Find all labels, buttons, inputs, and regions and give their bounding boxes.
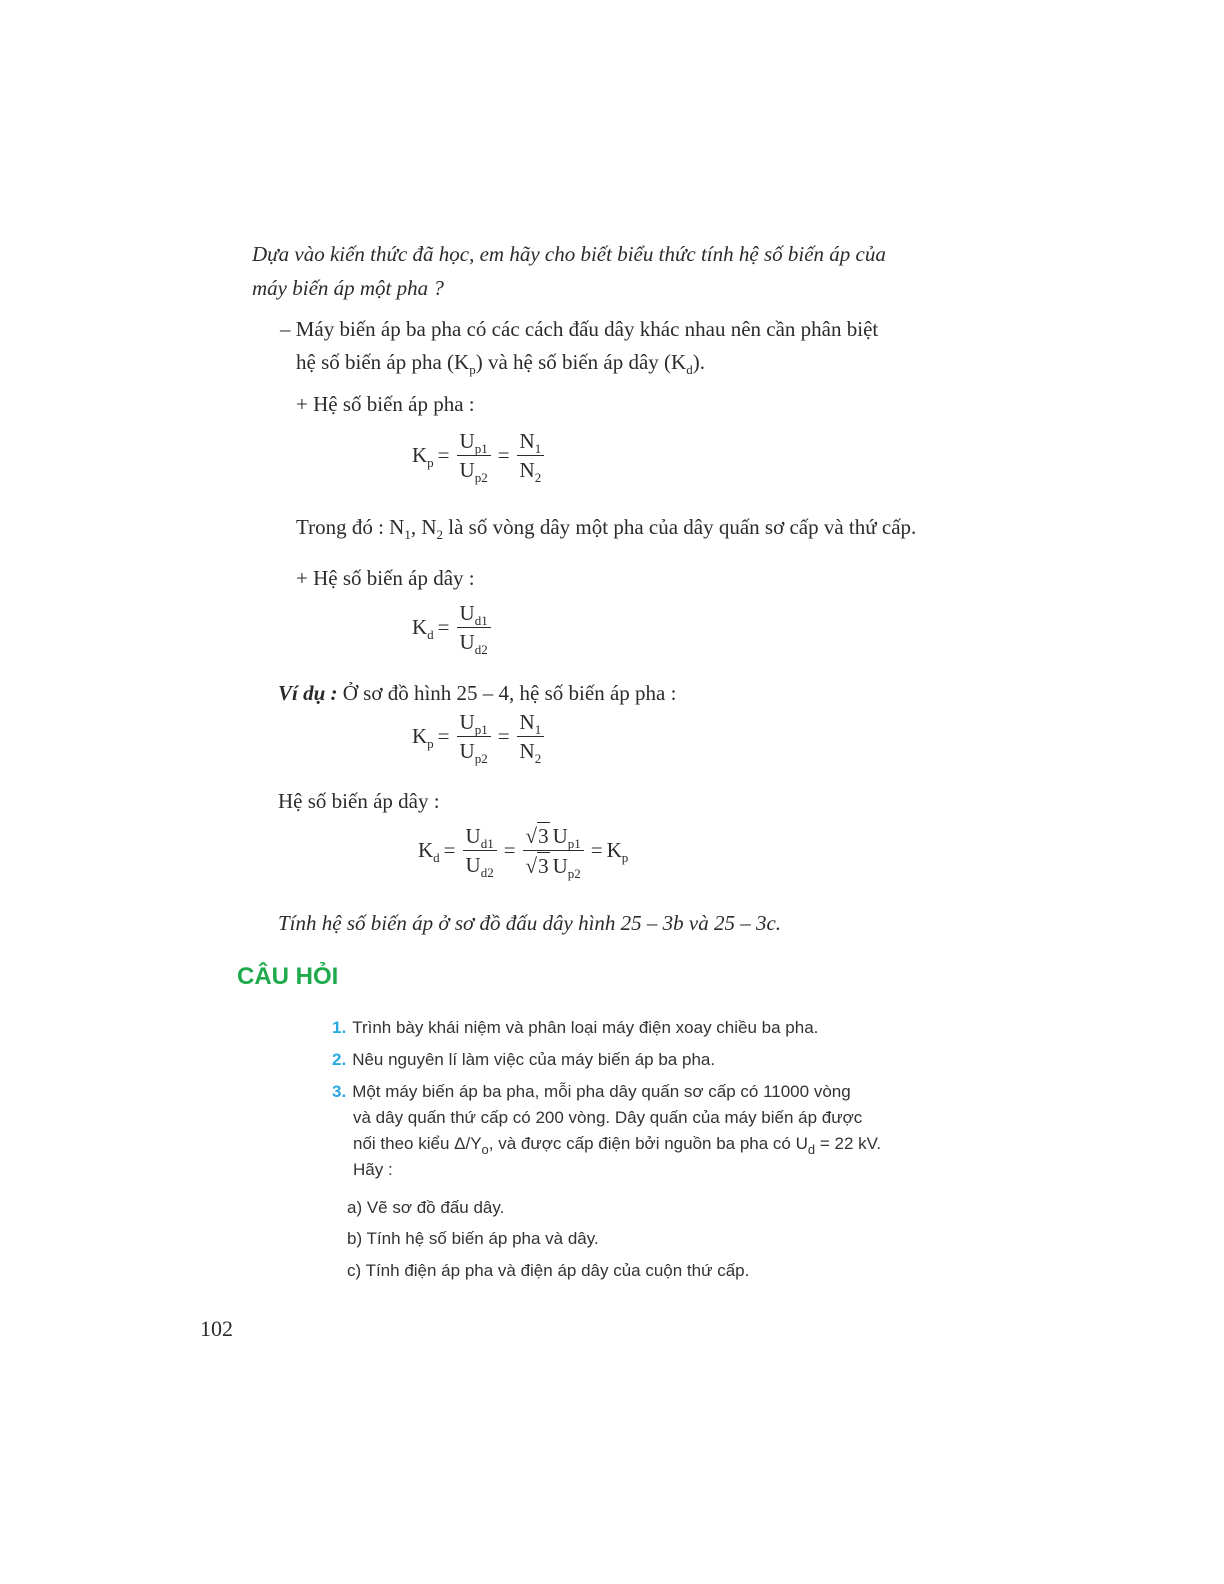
example-text: Ở sơ đồ hình 25 – 4, hệ số biến áp pha : (337, 681, 677, 705)
subquestion-b: b) Tính hệ số biến áp pha và dây. (347, 1229, 599, 1248)
kp-symbol: $K_p$ (606, 838, 629, 865)
formula-kd-2 (418, 822, 628, 879)
example-line (278, 677, 676, 709)
question-number: 2. (332, 1050, 347, 1069)
question-3-line2: và dây quấn thứ cấp có 200 vòng. Dây quấn của máy biến áp được (353, 1108, 863, 1127)
question-2: 2. Nêu nguyên lí làm việc của máy biến áp ba pha. (332, 1050, 716, 1069)
kd-symbol: $K_d$ (412, 615, 434, 642)
page-number: 102 (200, 1316, 233, 1341)
question-number: 1. (332, 1018, 347, 1037)
equals-sign: = (437, 443, 450, 467)
kd-symbol: $K_d$ (418, 838, 440, 865)
equals-sign: = (590, 838, 603, 862)
fraction-sqrt3: $\frac{√3 U_{p1}}{√3 U_{p2}}$ (523, 822, 584, 879)
task-line: Tính hệ số biến áp ở sơ đồ đấu dây hình 25 – 3b và 25 – 3c. (278, 911, 782, 935)
equals-sign: = (443, 838, 456, 862)
question-number: 3. (332, 1082, 347, 1101)
formula-kd-1 (412, 600, 494, 655)
fraction-ud1-ud2: $\frac{U_{d1}}{U_{d2}}$ (463, 823, 497, 878)
question-3-line4: Hãy : (353, 1160, 393, 1179)
line-coef-label: + Hệ số biến áp dây : (296, 566, 475, 590)
equals-sign: = (437, 615, 450, 639)
kp-symbol: $K_p$ (412, 724, 434, 751)
sub-d: d (686, 362, 693, 377)
question-3: 3. Một máy biến áp ba pha, mỗi pha dây quấn sơ cấp có 11000 vòng (332, 1082, 851, 1101)
where-clause: Trong đó : $N_1$, $N_2$ là số vòng dây một pha của dây quấn sơ cấp và thứ cấp. (296, 515, 917, 542)
fraction-n1-n2: $\frac{N_1}{N_2}$ (517, 428, 545, 483)
intro-question-line1: Dựa vào kiến thức đã học, em hãy cho biết biểu thức tính hệ số biến áp của (252, 242, 886, 266)
section-heading: CÂU HỎI (237, 963, 339, 990)
intro-question-line2: máy biến áp một pha ? (252, 276, 444, 300)
bullet-line2-suffix: ). (692, 350, 705, 374)
sqrt-icon: √ (525, 854, 538, 878)
equals-sign: = (437, 724, 450, 748)
phase-coef-label: + Hệ số biến áp pha : (296, 392, 475, 416)
fraction-n1-n2: $\frac{N_1}{N_2}$ (517, 709, 545, 764)
bullet-line2-prefix: hệ số biến áp pha (K (296, 350, 470, 374)
fraction-up1-up2: $\frac{U_{p1}}{U_{p2}}$ (457, 709, 491, 764)
line-coef-label-2: Hệ số biến áp dây : (278, 789, 440, 813)
formula-kp-1 (412, 428, 547, 483)
equals-sign: = (497, 724, 510, 748)
sub-p: p (469, 362, 476, 377)
bullet-line1: – Máy biến áp ba pha có các cách đấu dây khác nhau nên cần phân biệt (280, 317, 879, 341)
equals-sign: = (503, 838, 516, 862)
equals-sign: = (497, 443, 510, 467)
formula-kp-2 (412, 709, 547, 764)
bullet-line2-mid: ) và hệ số biến áp dây (K (475, 350, 687, 374)
kp-symbol: $K_p$ (412, 443, 434, 470)
fraction-up1-up2: $\frac{U_{p1}}{U_{p2}}$ (457, 428, 491, 483)
example-label: Ví dụ : (278, 681, 338, 705)
subquestion-a: a) Vẽ sơ đồ đấu dây. (347, 1198, 505, 1217)
bullet-line2 (296, 346, 705, 378)
subquestion-c: c) Tính điện áp pha và điện áp dây của cuộn thứ cấp. (347, 1261, 750, 1280)
fraction-ud1-ud2: $\frac{U_{d1}}{U_{d2}}$ (457, 600, 491, 655)
question-3-line3: nối theo kiểu $\Delta/Y_o$, và được cấp điện bởi nguồn ba pha có $U_d = 22$ kV. (353, 1134, 882, 1157)
sqrt-icon: √ (525, 824, 538, 848)
question-1: 1. Trình bày khái niệm và phân loại máy điện xoay chiều ba pha. (332, 1018, 819, 1037)
